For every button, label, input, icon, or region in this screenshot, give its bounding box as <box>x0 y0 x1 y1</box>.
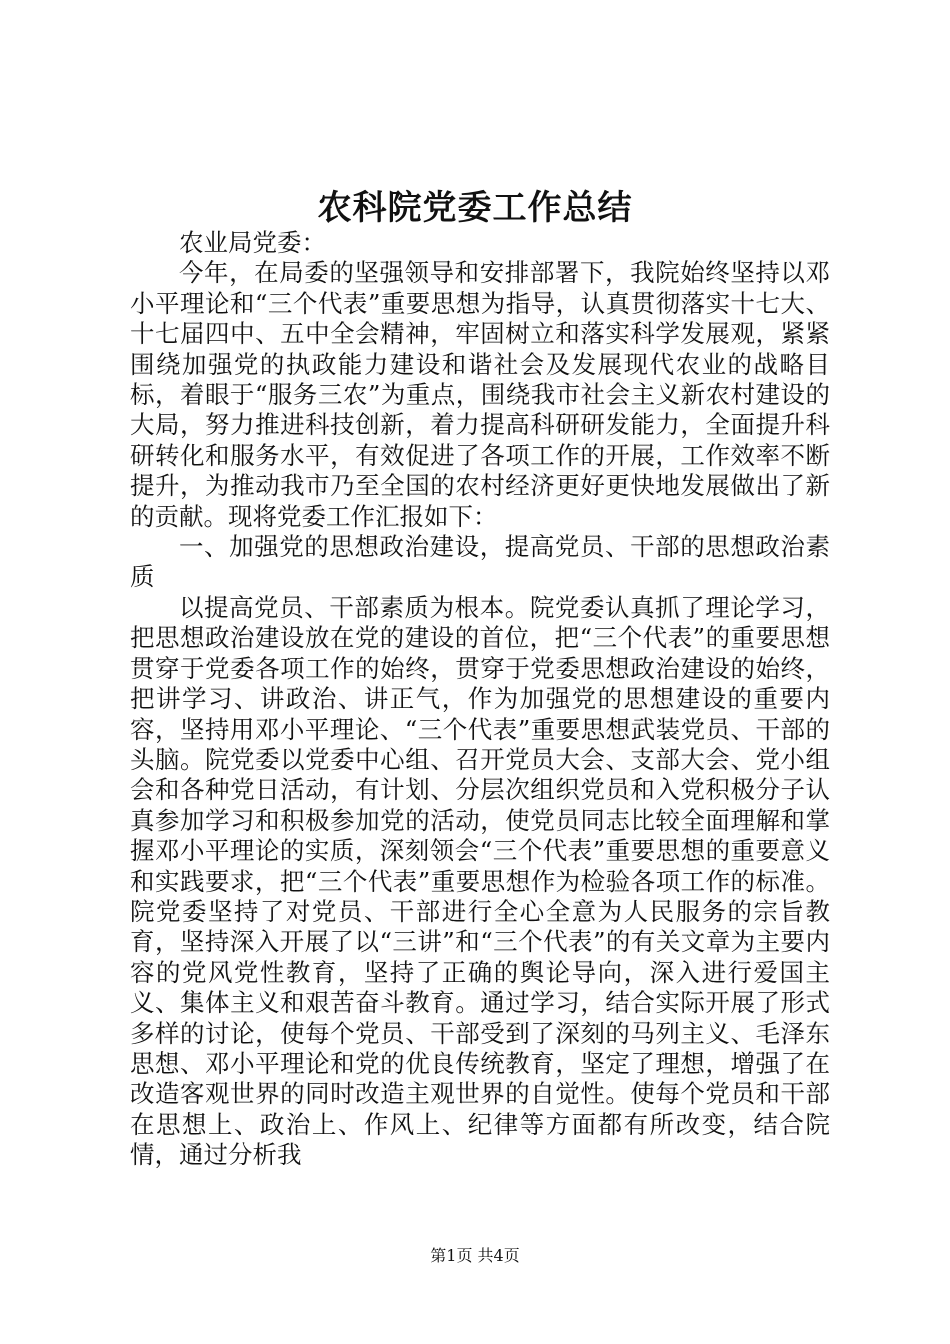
page-footer: 第1页 共4页 <box>430 1246 520 1265</box>
salutation: 农业局党委： <box>179 228 326 257</box>
document-body <box>130 228 830 1171</box>
document-title: 农科院党委工作总结 <box>317 188 633 228</box>
body-paragraph: 以提高党员、干部素质为根本。院党委认真抓了理论学习，把思想政治建设放在党的建设的首位，把“三个代表”的重要思想贯穿于党委各项工作的始终，贯穿于党委思想政治建设的始终，把讲学习、讲政治、讲正气，作为加强党的思想建设的重要内容，坚持用邓小平理论、“三个代表”重要思想武装党员、干部的头脑。院党委以党委中心组、召开党员大会、支部大会、党小组会和各种党日活动，有计划、分层次组织党员和入党积极分子认真参加学习和积极参加党的活动，使党员同志比较全面理解和掌握邓小平理论的实质，深刻领会“三个代表”重要思想的重要意义和实践要求，把“三个代表”重要思想作为检验各项工作的标准。院党委坚持了对党员、干部进行全心全意为人民服务的宗旨教育，坚持深入开展了以“三讲”和“三个代表”的有关文章为主要内容的党风党性教育，坚持了正确的舆论导向，深入进行爱国主义、集体主义和艰苦奋斗教育。通过学习，结合实际开展了形式多样的讨论，使每个党员、干部受到了深刻的马列主义、毛泽东思想、邓小平理论和党的优良传统教育，坚定了理想，增强了在改造客观世界的同时改造主观世界的自觉性。使每个党员和干部在思想上、政治上、作风上、纪律等方面都有所改变，结合院情，通过分析我 <box>130 592 830 1170</box>
section-heading: 一、加强党的思想政治建设，提高党员、干部的思想政治素质 <box>130 532 830 592</box>
intro-paragraph: 今年，在局委的坚强领导和安排部署下，我院始终坚持以邓小平理论和“三个代表”重要思想为指导，认真贯彻落实十七大、十七届四中、五中全会精神，牢固树立和落实科学发展观，紧紧围绕加强党的执政能力建设和谐社会及发展现代农业的战略目标，着眼于“服务三农”为重点，围绕我市社会主义新农村建设的大局，努力推进科技创新，着力提高科研研发能力，全面提升科研转化和服务水平，有效促进了各项工作的开展，工作效率不断提升，为推动我市乃至全国的农村经济更好更快地发展做出了新的贡献。现将党委工作汇报如下： <box>130 258 830 531</box>
